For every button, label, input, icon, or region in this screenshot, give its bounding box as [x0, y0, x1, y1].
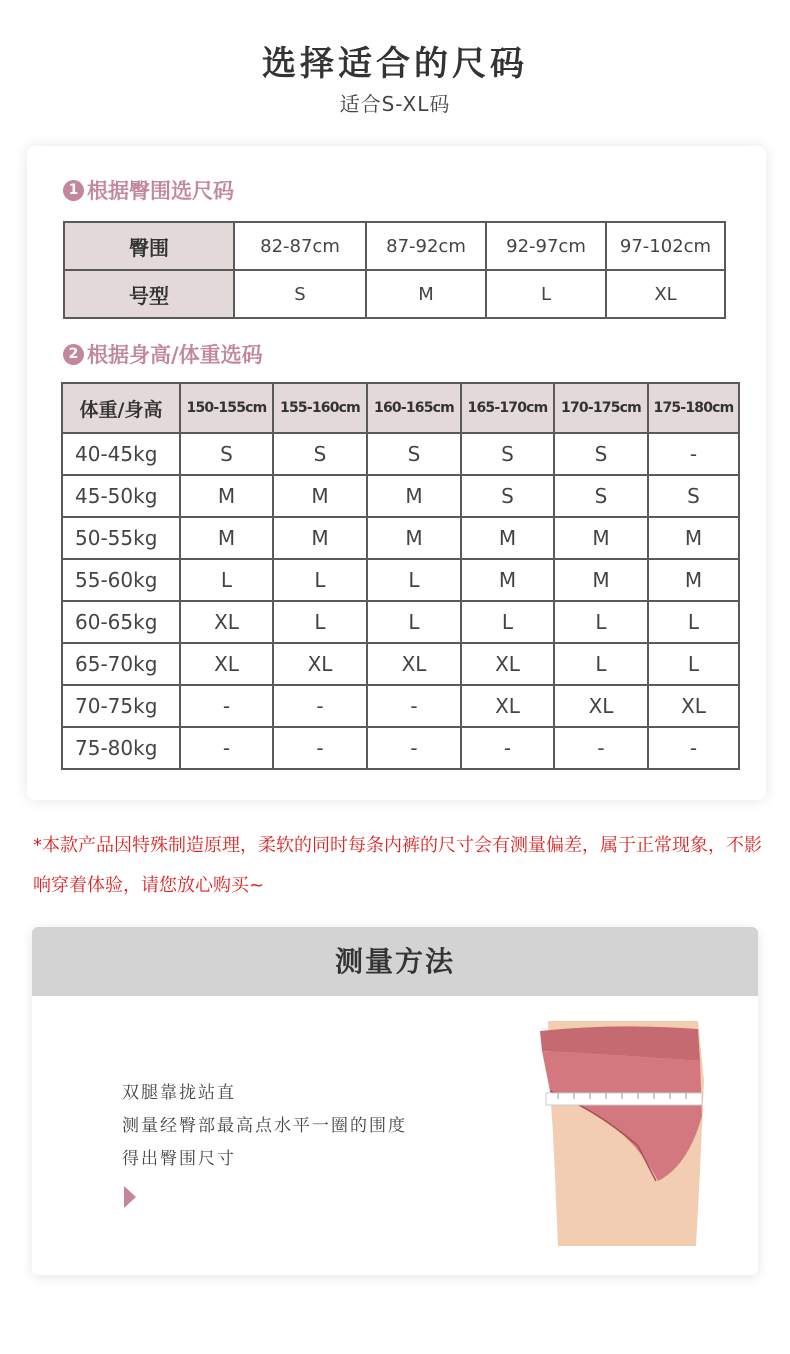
height-header: 165-170cm	[461, 383, 554, 433]
size-cell: XL	[461, 643, 554, 685]
table-row	[62, 643, 739, 685]
sizing-note: *本款产品因特殊制造原理，柔软的同时每条内裤的尺寸会有测量偏差，属于正常现象，不影响穿着体验，请您放心购买~	[33, 835, 762, 896]
size-cell: S	[461, 475, 554, 517]
method-title: 测量方法	[32, 927, 758, 996]
number-two-icon: 2	[63, 344, 84, 365]
size-cell: M	[180, 475, 273, 517]
table-row	[64, 270, 725, 318]
size-cell: L	[273, 559, 367, 601]
row-label-hip: 臀围	[64, 222, 234, 270]
size-cell: -	[180, 727, 273, 769]
play-arrow-icon	[124, 1186, 136, 1208]
size-cell: L	[554, 601, 648, 643]
weight-label: 55-60kg	[62, 559, 180, 601]
weight-label: 40-45kg	[62, 433, 180, 475]
size-cell: L	[648, 643, 739, 685]
method-steps	[122, 1077, 407, 1176]
size-cell: XL	[273, 643, 367, 685]
page-subtitle: 适合S-XL码	[339, 92, 451, 116]
hip-range-cell: 87-92cm	[366, 222, 486, 270]
height-header: 170-175cm	[554, 383, 648, 433]
section2-title-text: 根据身高/体重选码	[87, 343, 263, 367]
table-row	[62, 475, 739, 517]
hip-measure-illustration	[538, 1021, 708, 1246]
size-cell: S	[554, 433, 648, 475]
size-cell: -	[273, 727, 367, 769]
size-cell: L	[367, 601, 461, 643]
size-cell: M	[554, 559, 648, 601]
hip-range-cell: 82-87cm	[234, 222, 366, 270]
size-cell: S	[461, 433, 554, 475]
size-cell: L	[648, 601, 739, 643]
height-header: 175-180cm	[648, 383, 739, 433]
weight-label: 75-80kg	[62, 727, 180, 769]
height-header: 160-165cm	[367, 383, 461, 433]
size-cell: -	[648, 727, 739, 769]
height-header: 155-160cm	[273, 383, 367, 433]
size-cell: L	[180, 559, 273, 601]
hip-size-table	[63, 221, 726, 319]
size-cell: XL	[606, 270, 725, 318]
section2-title	[63, 339, 263, 369]
weight-label: 70-75kg	[62, 685, 180, 727]
size-cell: S	[273, 433, 367, 475]
weight-label: 65-70kg	[62, 643, 180, 685]
hip-range-cell: 97-102cm	[606, 222, 725, 270]
size-cell: M	[273, 517, 367, 559]
number-one-icon: 1	[63, 180, 84, 201]
size-cell: L	[367, 559, 461, 601]
row-label-size: 号型	[64, 270, 234, 318]
size-cell: XL	[461, 685, 554, 727]
size-cell: -	[461, 727, 554, 769]
section1-title	[63, 175, 234, 205]
size-cell: S	[180, 433, 273, 475]
size-cell: M	[554, 517, 648, 559]
corner-header: 体重/身高	[62, 383, 180, 433]
size-cell: M	[367, 475, 461, 517]
size-cell: -	[367, 685, 461, 727]
table-row	[62, 383, 739, 433]
size-cell: -	[367, 727, 461, 769]
size-cell: XL	[367, 643, 461, 685]
size-cell: M	[648, 559, 739, 601]
measure-method-card	[32, 927, 758, 1275]
table-row	[62, 727, 739, 769]
size-cell: L	[554, 643, 648, 685]
table-row	[62, 601, 739, 643]
size-cell: S	[234, 270, 366, 318]
size-cell: -	[554, 727, 648, 769]
table-row	[62, 685, 739, 727]
size-cell: -	[273, 685, 367, 727]
size-cell: -	[648, 433, 739, 475]
size-cell: M	[366, 270, 486, 318]
table-row	[64, 222, 725, 270]
size-cell: M	[273, 475, 367, 517]
size-cell: XL	[180, 643, 273, 685]
method-step: 双腿靠拢站直	[122, 1083, 236, 1103]
size-cell: XL	[648, 685, 739, 727]
size-cell: S	[554, 475, 648, 517]
size-cell: M	[648, 517, 739, 559]
section1-title-text: 根据臀围选尺码	[87, 179, 234, 203]
weight-label: 50-55kg	[62, 517, 180, 559]
size-cell: L	[461, 601, 554, 643]
height-header: 150-155cm	[180, 383, 273, 433]
size-cell: M	[180, 517, 273, 559]
hip-range-cell: 92-97cm	[486, 222, 606, 270]
size-cell: M	[461, 517, 554, 559]
method-step: 得出臀围尺寸	[122, 1149, 236, 1169]
size-cell: M	[461, 559, 554, 601]
table-row	[62, 517, 739, 559]
table-row	[62, 559, 739, 601]
size-cell: S	[367, 433, 461, 475]
size-cell: S	[648, 475, 739, 517]
size-cell: L	[486, 270, 606, 318]
size-cell: M	[367, 517, 461, 559]
page-title: 选择适合的尺码	[262, 44, 528, 84]
weight-label: 60-65kg	[62, 601, 180, 643]
size-cell: XL	[180, 601, 273, 643]
method-step: 测量经臀部最高点水平一圈的围度	[122, 1116, 407, 1136]
height-weight-table	[61, 382, 740, 770]
size-cell: XL	[554, 685, 648, 727]
size-cell: -	[180, 685, 273, 727]
size-cell: L	[273, 601, 367, 643]
weight-label: 45-50kg	[62, 475, 180, 517]
table-row	[62, 433, 739, 475]
